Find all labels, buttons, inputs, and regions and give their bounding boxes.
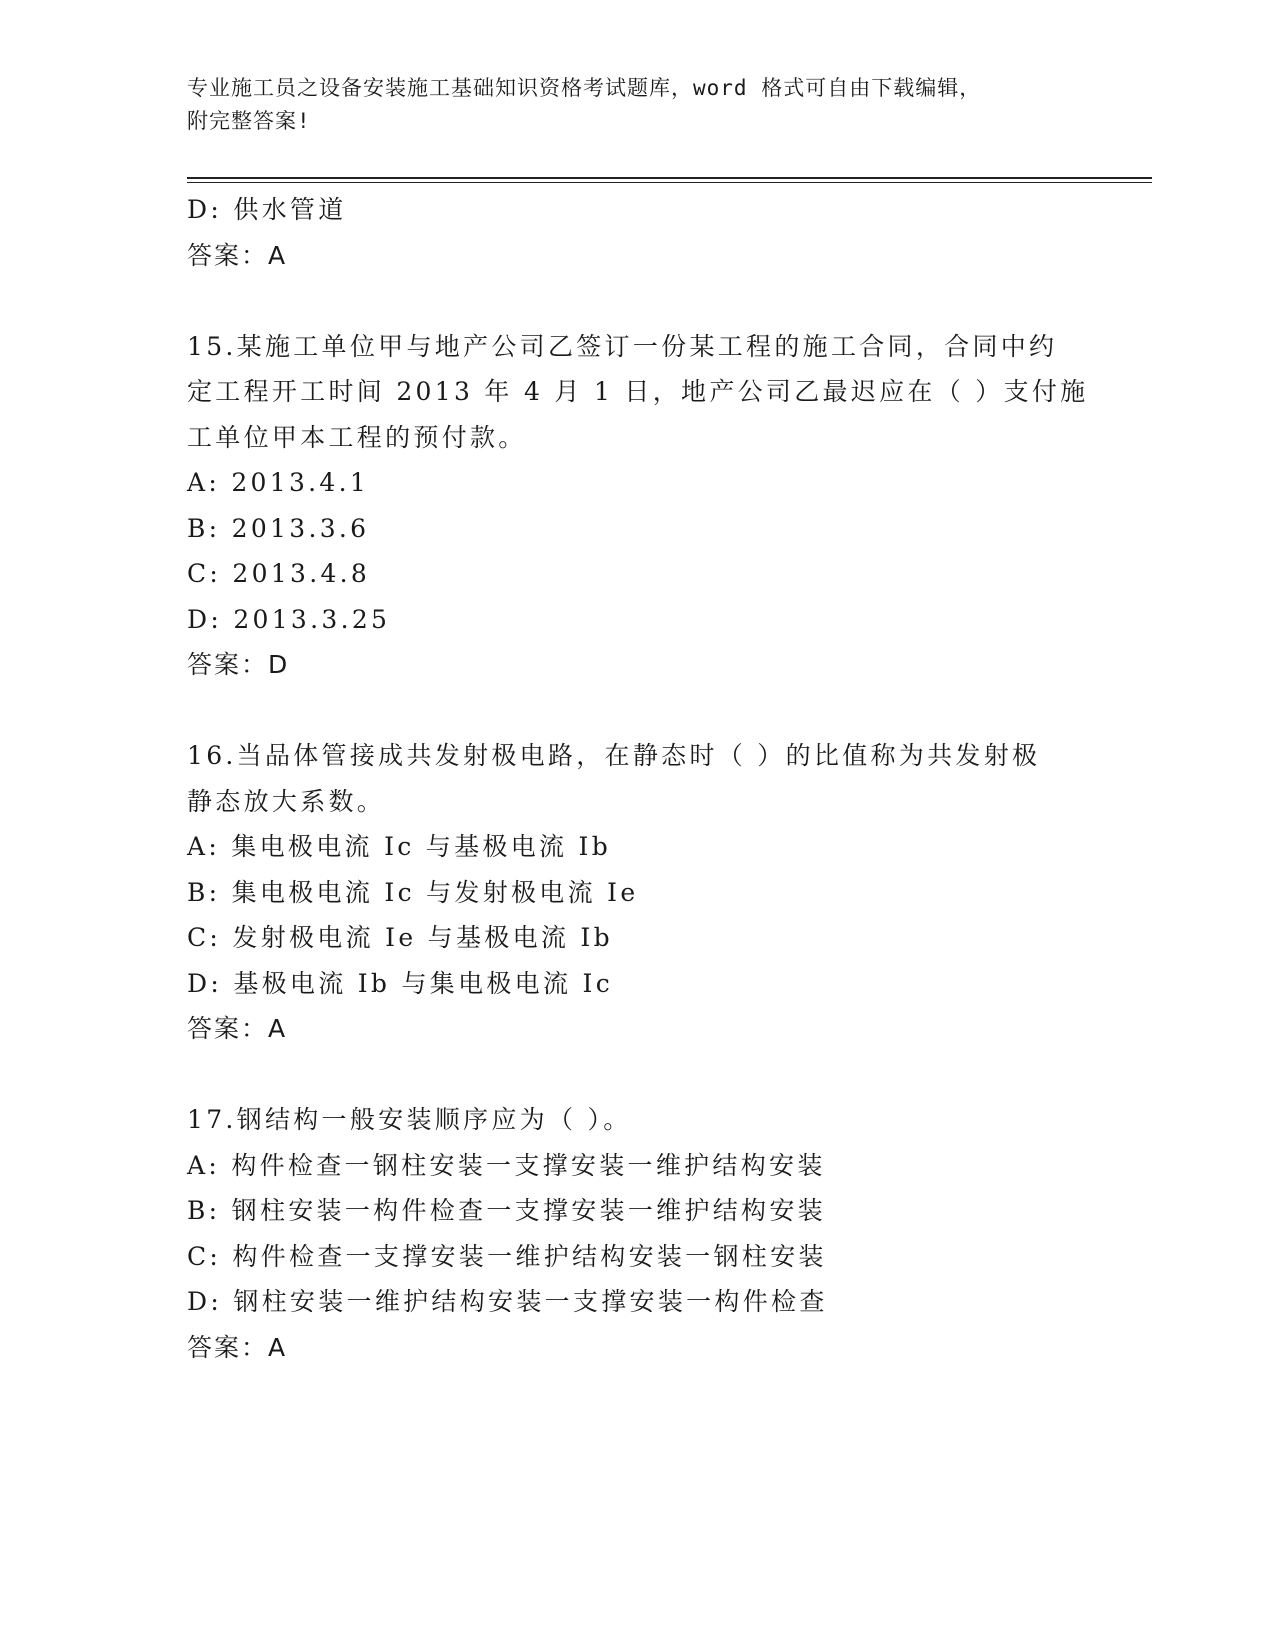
answer-line: 答案：A <box>187 1332 288 1362</box>
question-text: 15.某施工单位甲与地产公司乙签订一份某工程的施工合同，合同中约 <box>187 331 1058 361</box>
option-c: C: 发射极电流 Ie 与基极电流 Ib <box>187 923 613 952</box>
spacer <box>187 278 1087 324</box>
header-line-2: 附完整答案! <box>187 109 311 133</box>
answer-line: 答案：A <box>187 1014 288 1043</box>
question-text: 工单位甲本工程的预付款。 <box>187 422 527 452</box>
option-c: C: 2013.4.8 <box>187 559 371 588</box>
option-d: D: 钢柱安装一维护结构安装一支撑安装一构件检查 <box>187 1287 828 1316</box>
question-16 <box>187 733 1087 1052</box>
question-content <box>187 187 1087 1370</box>
question-17 <box>187 1097 1087 1370</box>
question-text: 静态放大系数。 <box>187 786 386 816</box>
page-header <box>187 72 1087 138</box>
option-c: C: 构件检查一支撑安装一维护结构安装一钢柱安装 <box>187 1241 827 1271</box>
answer-line: 答案：D <box>187 650 290 679</box>
option-b: B: 钢柱安装一构件检查一支撑安装一维护结构安装 <box>187 1196 826 1225</box>
header-rule-thin <box>187 182 1152 183</box>
option-a: A: 2013.4.1 <box>187 468 370 497</box>
option-b: B: 2013.3.6 <box>187 513 370 543</box>
question-text: 17.钢结构一般安装顺序应为（ ）。 <box>187 1105 632 1134</box>
spacer <box>187 1052 1087 1098</box>
answer-line: 答案：A <box>187 240 288 270</box>
option-a: A: 集电极电流 Ic 与基极电流 Ib <box>187 832 612 861</box>
header-line-1: 专业施工员之设备安装施工基础知识资格考试题库，word 格式可自由下载编辑， <box>187 76 982 100</box>
spacer <box>187 688 1087 734</box>
option-d: D: 2013.3.25 <box>187 604 391 634</box>
question-text: 定工程开工时间 2013 年 4 月 1 日，地产公司乙最迟应在（ ）支付施 <box>187 377 1089 406</box>
option-a: A: 构件检查一钢柱安装一支撑安装一维护结构安装 <box>187 1150 826 1180</box>
option-d: D: 供水管道 <box>187 195 347 224</box>
option-b: B: 集电极电流 Ic 与发射极电流 Ie <box>187 877 639 907</box>
question-text: 16.当品体管接成共发射极电路，在静态时（ ）的比值称为共发射极 <box>187 741 1041 770</box>
option-d: D: 基极电流 Ib 与集电极电流 Ic <box>187 968 614 998</box>
previous-question-tail <box>187 187 1087 278</box>
question-15 <box>187 324 1087 688</box>
header-rule-thick <box>187 177 1152 179</box>
